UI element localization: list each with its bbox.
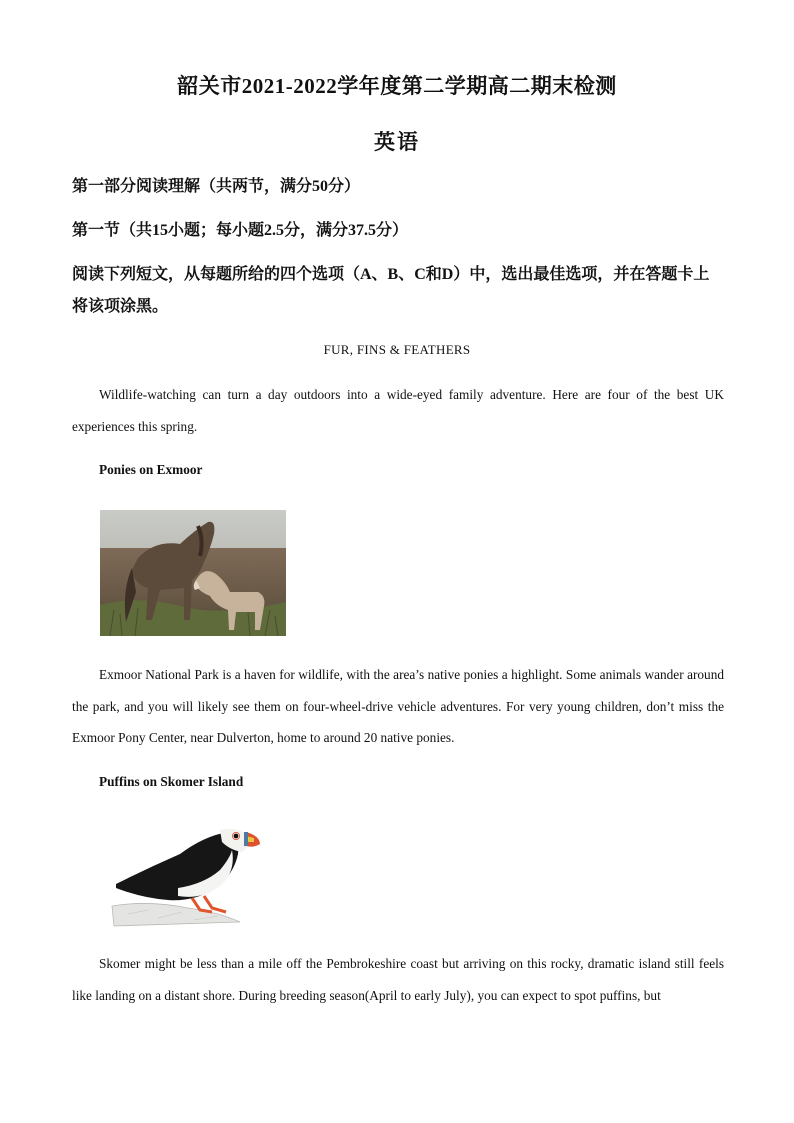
ponies-text: Exmoor National Park is a haven for wildlife, with the area’s native ponies a highlight. Some animals wander around the park, and you will likely see them on four-wheel-drive vehicle adventures. For very young children, don’t miss the Exmoor Pony Center, near Dulverton, home to around 20 native ponies.	[72, 667, 724, 745]
part-heading: 第一部分阅读理解（共两节，满分50分）	[72, 178, 361, 195]
passage-title: FUR, FINS & FEATHERS	[323, 342, 471, 357]
section-heading-puffins: Puffins on Skomer Island	[99, 774, 244, 789]
exam-title: 韶关市2021-2022学年度第二学期高二期末检测	[177, 74, 617, 98]
passage-intro: Wildlife-watching can turn a day outdoors into a wide-eyed family adventure. Here are four of the best UK experiences this spring.	[72, 387, 724, 434]
ponies-photo	[100, 510, 286, 636]
directions: 阅读下列短文，从每题所给的四个选项（A、B、C和D）中，选出最佳选项，并在答题卡上将该项涂黑。	[72, 266, 710, 315]
section-heading: 第一节（共15小题；每小题2.5分，满分37.5分）	[72, 222, 409, 239]
ponies-image	[100, 510, 286, 636]
puffins-text: Skomer might be less than a mile off the Pembrokeshire coast but arriving on this rocky, dramatic island still feels like landing on a distant shore. During breeding season(April to early July), you can expect to spot puffins, but	[72, 956, 724, 1003]
puffin-illustration	[108, 814, 264, 930]
exam-subject: 英语	[374, 130, 420, 154]
section-heading-ponies: Ponies on Exmoor	[99, 462, 203, 477]
puffin-image	[108, 814, 264, 930]
